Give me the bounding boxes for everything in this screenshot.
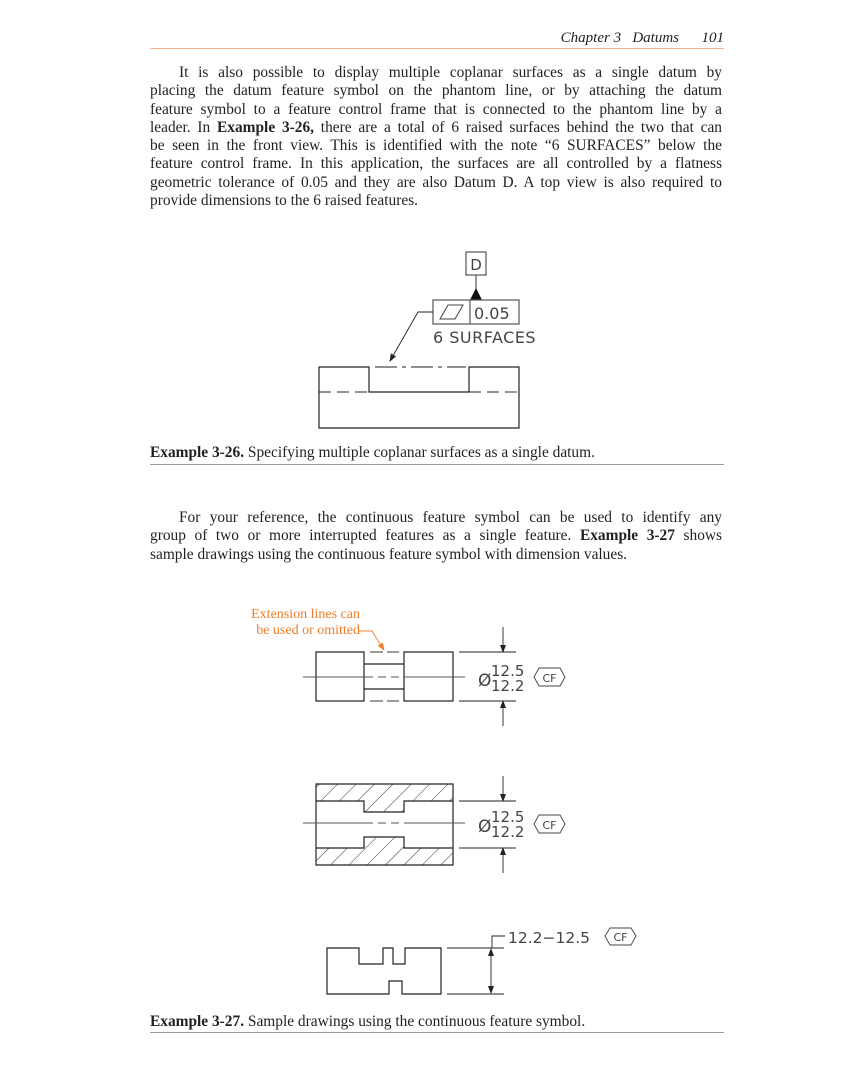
lower-limit: 12.2 — [491, 823, 525, 841]
text-run: For your reference, the continuous feature symbol can be used to identify any — [179, 509, 722, 526]
part-profile — [327, 948, 441, 994]
text-run: provide dimensions to the 6 raised features. — [150, 192, 418, 210]
text-run: sample drawings using the continuous feature symbol with dimension values. — [150, 545, 628, 563]
caption-label: Example 3-26. — [150, 444, 245, 461]
datum-triangle — [470, 288, 482, 300]
upper-limit: 12.5 — [491, 808, 525, 826]
text-line — [150, 527, 722, 545]
caption-text: Sample drawings using the continuous feature symbol. — [244, 1013, 586, 1030]
cf-label: CF — [542, 819, 557, 832]
page-number: 101 — [701, 30, 724, 46]
text-run: there are a total of 6 raised surfaces behind the two that can — [314, 118, 722, 136]
paragraph-continuous-feature — [150, 509, 722, 564]
range-dimension: 12.2−12.5 — [508, 929, 591, 947]
datum-letter: D — [470, 256, 482, 274]
figure-3-27-view-b — [303, 776, 565, 873]
example-reference: Example 3-27 — [579, 527, 675, 545]
section-label: Datums — [632, 30, 679, 46]
caption-example-3-27 — [150, 1013, 585, 1031]
annotation-line: Extension lines can — [251, 607, 360, 622]
lower-limit: 12.2 — [491, 677, 525, 695]
section-hatching — [316, 784, 453, 865]
text-run: geometric tolerance of 0.05 and they are also Datum D. A top view is also required to — [150, 173, 722, 191]
diameter-symbol: Ø — [478, 817, 492, 837]
tolerance-value: 0.05 — [474, 304, 510, 323]
chapter-label: Chapter 3 — [560, 30, 622, 46]
annotation-line: be used or omitted — [256, 623, 360, 638]
figure-3-27-view-c — [327, 928, 636, 994]
part-outline — [319, 367, 519, 428]
caption-example-3-26 — [150, 444, 595, 462]
text-line — [150, 546, 722, 564]
text-run: group of two or more interrupted features as a single feature. — [150, 527, 580, 545]
text-run: placing the datum feature symbol on the phantom line, or by attaching the datum — [150, 82, 722, 100]
surfaces-note: 6 SURFACES — [433, 328, 537, 347]
figure-3-27-view-a — [303, 627, 565, 726]
text-run: feature control frame. In this application, the surfaces are all controlled by a flatness — [150, 155, 722, 173]
flatness-icon — [440, 305, 463, 319]
leader-line — [390, 312, 433, 361]
figure-3-26 — [319, 252, 536, 428]
text-run: shows — [674, 527, 722, 545]
caption-rule — [150, 1032, 724, 1033]
upper-limit: 12.5 — [491, 662, 525, 680]
extension-lines-annotation — [232, 607, 360, 639]
text-line — [150, 509, 722, 527]
text-run: feature symbol to a feature control frame that is connected to the phantom line by a — [150, 100, 722, 118]
diameter-symbol: Ø — [478, 671, 492, 691]
caption-label: Example 3-27. — [150, 1013, 245, 1030]
caption-text: Specifying multiple coplanar surfaces as a single datum. — [244, 444, 595, 461]
text-run: It is also possible to display multiple coplanar surfaces as a single datum by — [179, 64, 722, 81]
text-run: be seen in the front view. This is identified with the note “6 SURFACES” below the — [150, 137, 722, 155]
text-run: leader. In — [150, 118, 218, 136]
cf-label: CF — [613, 931, 628, 944]
caption-rule — [150, 464, 724, 465]
example-reference: Example 3-26, — [217, 118, 315, 136]
cf-label: CF — [542, 672, 557, 685]
annotation-leader — [358, 631, 384, 650]
